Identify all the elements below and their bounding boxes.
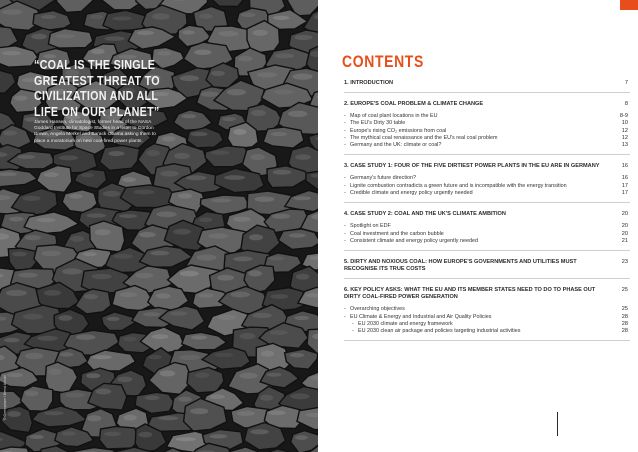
toc-page-number: 17 — [621, 182, 628, 189]
toc-page-number: 10 — [621, 120, 628, 127]
coal-photo — [0, 0, 318, 452]
toc-entry-label: Lignite combustion contradicts a green future and is incompatible with the energy transition — [350, 182, 567, 189]
toc-page-number: 16 — [621, 175, 628, 182]
toc-page-number: 13 — [621, 142, 628, 149]
toc-entry[interactable] — [344, 223, 630, 230]
toc-section-label: 2. EUROPE'S COAL PROBLEM & CLIMATE CHANGE — [344, 101, 484, 107]
toc-entry[interactable] — [344, 120, 630, 127]
toc-page-number: 17 — [621, 190, 628, 197]
toc-entry[interactable] — [344, 135, 630, 142]
toc-page-number: 23 — [621, 259, 628, 266]
contents-page — [318, 0, 638, 452]
toc-page-number: 25 — [621, 287, 628, 294]
toc-entry[interactable] — [344, 238, 630, 245]
toc-section-title[interactable] — [344, 163, 630, 170]
toc-entry[interactable] — [344, 142, 630, 149]
toc-section-label: 6. KEY POLICY ASKS: WHAT THE EU AND ITS MEMBER STATES NEED TO DO TO PHASE OUT DIRTY COAL-FIRED POWER GENERATION — [344, 287, 596, 301]
bullet-dash: - — [344, 313, 346, 320]
toc-entry-label: Consistent climate and energy policy urgently needed — [350, 237, 478, 244]
corner-accent — [620, 0, 638, 10]
photo-credit: © Greenpeace / Bernd Arnold — [3, 375, 7, 420]
toc-entry-label: EU 2030 climate and energy framework — [358, 320, 453, 327]
toc-page-number: 28 — [621, 320, 628, 327]
toc-entry-label: The mythical coal renaissance and the EU's real coal problem — [350, 134, 498, 141]
toc-page-number: 8-9 — [619, 113, 628, 119]
page-marker — [557, 412, 558, 436]
toc-section — [344, 211, 630, 251]
bullet-dash: - — [344, 175, 346, 182]
toc-entry-label: Europe's rising CO₂ emissions from coal — [350, 127, 447, 134]
bullet-dash: - — [344, 113, 346, 119]
toc-page-number: 20 — [621, 211, 628, 218]
bullet-dash: - — [344, 230, 346, 237]
toc-entry-label: Germany's future direction? — [350, 175, 417, 182]
toc-page-number: 21 — [621, 237, 628, 244]
toc-page-number: 20 — [621, 223, 628, 230]
toc-section-label: 1. INTRODUCTION — [344, 80, 394, 86]
toc-page-number: 20 — [621, 230, 628, 237]
toc-section-title[interactable] — [344, 259, 630, 273]
toc-page-number: 7 — [624, 80, 628, 86]
toc-entry-label: EU Climate & Energy and Industrial and Air Quality Policies — [350, 313, 492, 320]
toc-page-number: 16 — [621, 163, 628, 170]
bullet-dash: - — [344, 182, 346, 189]
toc-page-number: 12 — [621, 134, 628, 141]
toc-entry-label: EU 2030 clean air package and policies targeting industrial activities — [358, 328, 521, 335]
bullet-dash: - — [344, 223, 346, 230]
toc-section — [344, 259, 630, 279]
toc-section-label: 4. CASE STUDY 2: COAL AND THE UK'S CLIMATE AMBITION — [344, 211, 506, 218]
table-of-contents — [344, 80, 630, 349]
toc-section — [344, 163, 630, 203]
toc-section-label: 5. DIRTY AND NOXIOUS COAL: HOW EUROPE'S GOVERNMENTS AND UTILITIES MUST RECOGNISE ITS TRUE COSTS — [344, 259, 577, 273]
toc-entry-label: Spotlight on EDF — [350, 223, 391, 230]
toc-section — [344, 287, 630, 341]
bullet-dash: - — [344, 306, 346, 313]
toc-section-title[interactable] — [344, 101, 630, 108]
bullet-dash: - — [344, 127, 346, 134]
toc-entry-label: The EU's Dirty 30 table — [350, 120, 406, 127]
quote-attribution: James Hansen, climatologist, former head of the NASA Goddard Institute for Space Studies in a letter to Gordon Brown, Angela Merkel and Barack Obama asking them to place a moratorium on new coal-fired power plants. — [34, 120, 156, 144]
toc-entry-label: Credible climate and energy policy urgently needed — [350, 190, 473, 197]
toc-entry[interactable] — [344, 113, 630, 120]
toc-entry[interactable] — [344, 175, 630, 182]
toc-entry[interactable] — [344, 231, 630, 238]
bullet-dash: - — [344, 134, 346, 141]
toc-entry[interactable] — [344, 321, 630, 328]
bullet-dash: - — [344, 237, 346, 244]
pull-quote: “COAL IS THE SINGLE GREATEST THREAT TO CIVILIZATION AND ALL LIFE ON OUR PLANET” — [34, 58, 160, 119]
toc-entry-label: Germany and the UK: climate or coal? — [350, 142, 442, 149]
bullet-dash: - — [344, 190, 346, 197]
toc-section — [344, 80, 630, 93]
toc-entry[interactable] — [344, 328, 630, 335]
bullet-dash: - — [344, 142, 346, 149]
toc-section-title[interactable] — [344, 287, 630, 301]
toc-entry-label: Coal investment and the carbon bubble — [350, 230, 444, 237]
toc-page-number: 28 — [621, 313, 628, 320]
toc-page-number: 25 — [621, 306, 628, 313]
bullet-dash: - — [352, 320, 354, 327]
toc-entry[interactable] — [344, 183, 630, 190]
toc-page-number: 8 — [624, 101, 628, 107]
toc-section — [344, 101, 630, 155]
bullet-dash: - — [344, 120, 346, 127]
toc-entry-label: Overarching objectives — [350, 306, 405, 313]
toc-section-title[interactable] — [344, 80, 630, 87]
toc-page-number: 12 — [621, 127, 628, 134]
contents-title: CONTENTS — [342, 52, 424, 71]
toc-section-title[interactable] — [344, 211, 630, 218]
toc-entry[interactable] — [344, 190, 630, 197]
toc-entry-label: Map of coal plant locations in the EU — [350, 113, 438, 119]
toc-page-number: 28 — [621, 328, 628, 335]
bullet-dash: - — [352, 328, 354, 335]
toc-section-label: 3. CASE STUDY 1: FOUR OF THE FIVE DIRTIEST POWER PLANTS IN THE EU ARE IN GERMANY — [344, 163, 600, 170]
toc-entry[interactable] — [344, 306, 630, 313]
toc-entry[interactable] — [344, 128, 630, 135]
toc-entry[interactable] — [344, 314, 630, 321]
